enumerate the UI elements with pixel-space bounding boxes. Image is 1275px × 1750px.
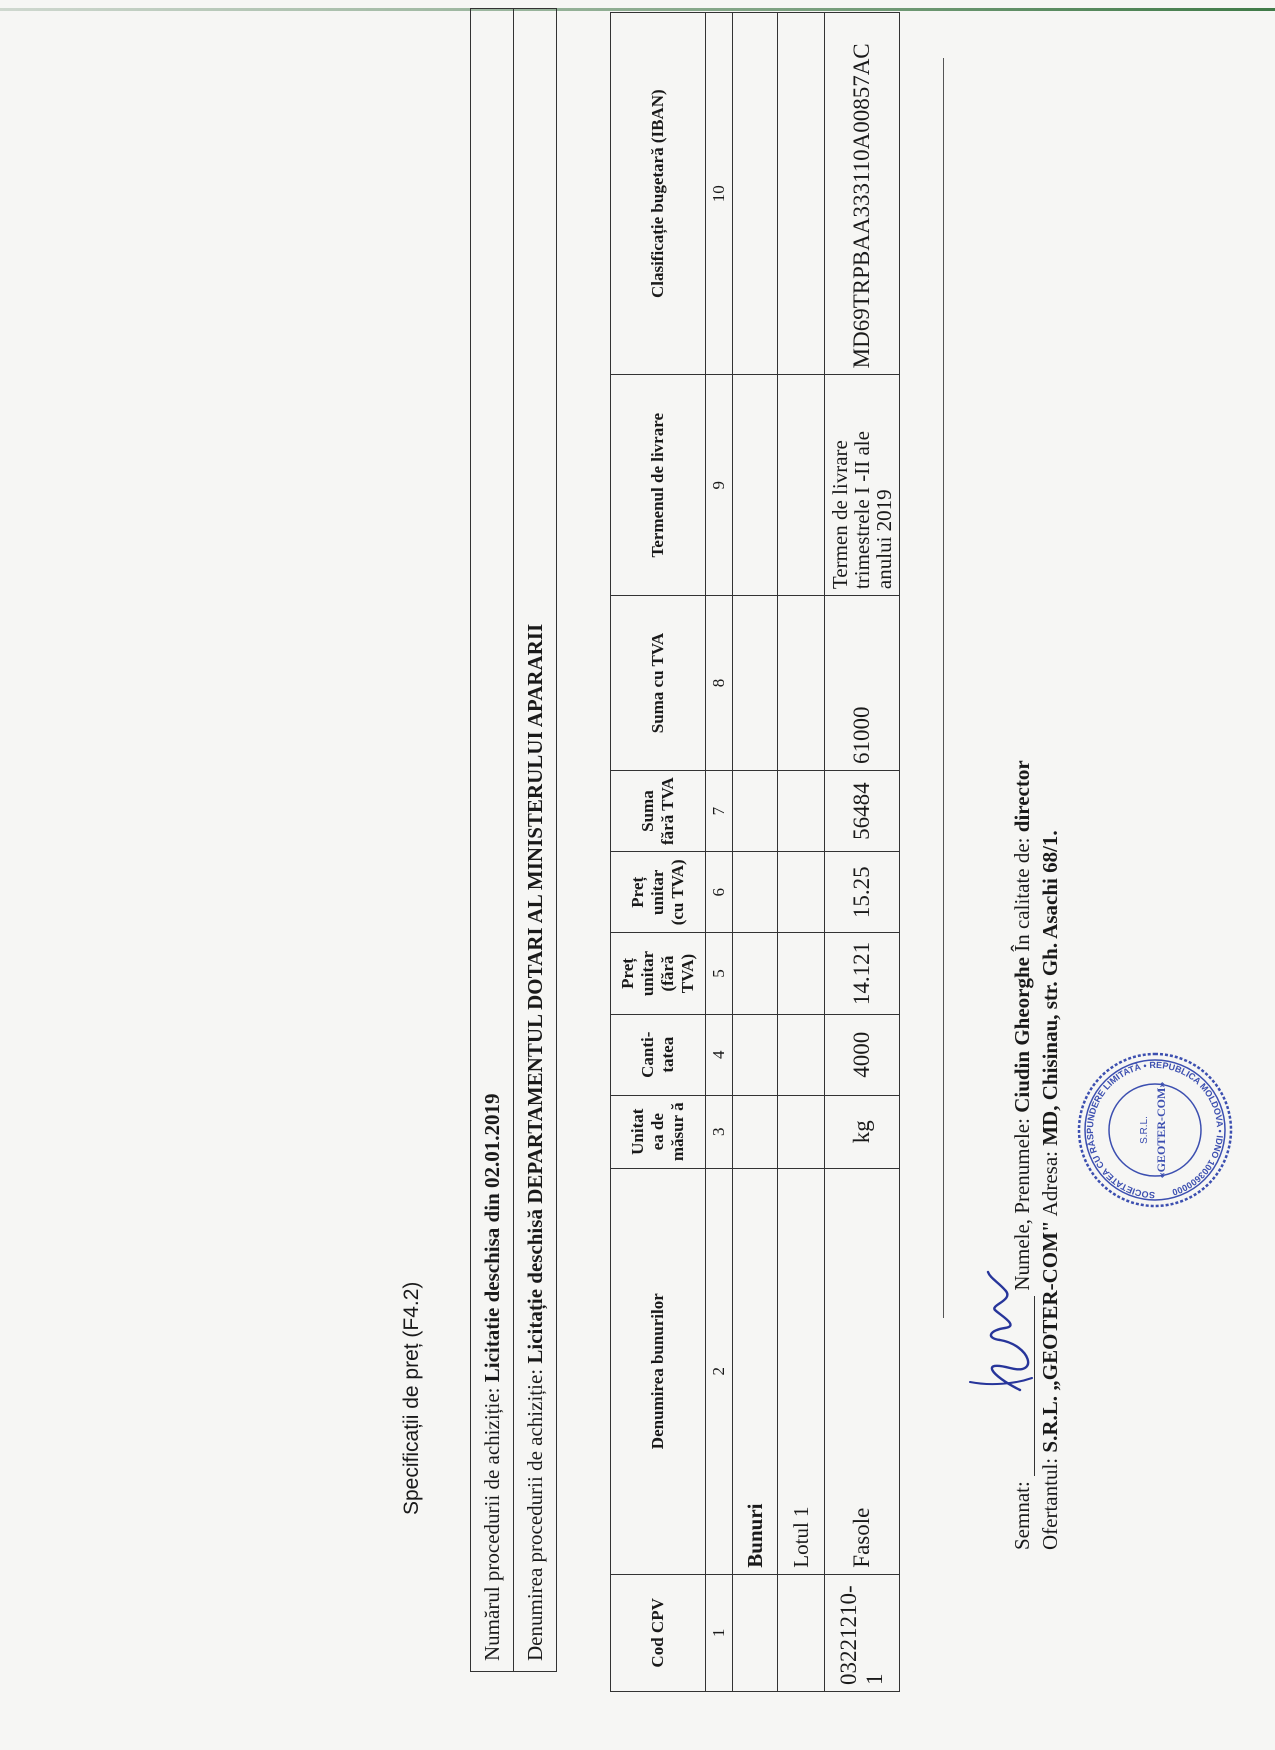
cell-cod-cpv: 03221210-1 — [825, 1574, 900, 1691]
price-specification-table — [610, 12, 900, 1692]
procedure-name-label: Denumirea procedurii de achiziție: — [523, 1363, 547, 1661]
header-suma-cu-tva: Suma cu TVA — [611, 596, 706, 771]
ofertant-line — [1038, 830, 1063, 1550]
header-clasificatie: Clasificație bugetară (IBAN) — [611, 13, 706, 375]
header-denumirea: Denumirea bunurilor — [611, 1168, 706, 1574]
procedure-number-value: Licitatie deschisa din 02.01.2019 — [480, 1093, 504, 1383]
header-unitatea: Unitat ea de măsur ă — [611, 1095, 706, 1168]
header-cantitatea: Canti- tatea — [611, 1014, 706, 1095]
procedure-name-row — [513, 9, 556, 1671]
section-label: Bunuri — [733, 1168, 778, 1574]
section-spacer — [733, 375, 778, 596]
cell-termenul: Termen de livrare trimestrele I -II ale anului 2019 — [825, 375, 900, 596]
cell-denumirea: Fasole — [825, 1168, 900, 1574]
cell-pret-fara-tva: 14.121 — [825, 933, 900, 1014]
lot-spacer — [778, 1014, 825, 1095]
cell-cantitatea: 4000 — [825, 1014, 900, 1095]
column-number: 2 — [706, 1168, 733, 1574]
procedure-info-box — [470, 8, 557, 1672]
cell-clasificatie: MD69TRPBAA333110A00857AC — [825, 13, 900, 375]
column-number: 4 — [706, 1014, 733, 1095]
column-number: 3 — [706, 1095, 733, 1168]
column-number: 9 — [706, 375, 733, 596]
column-number: 1 — [706, 1574, 733, 1691]
stamp-center-text: «GEOTER-COM» — [1154, 1081, 1168, 1179]
name-value: Ciudin Gheorghe — [1010, 957, 1034, 1113]
header-cod-cpv: Cod CPV — [611, 1574, 706, 1691]
section-spacer — [733, 770, 778, 851]
table-row — [825, 13, 900, 1692]
address-label: Adresa: — [1038, 1145, 1062, 1221]
lot-spacer — [778, 13, 825, 375]
column-number: 6 — [706, 852, 733, 933]
column-number: 10 — [706, 13, 733, 375]
procedure-number-row — [471, 9, 513, 1671]
semnat-label: Semnat: — [1010, 1481, 1034, 1550]
ofertant-value: S.R.L. „GEOTER-COM" — [1038, 1220, 1062, 1453]
column-number: 5 — [706, 933, 733, 1014]
section-spacer — [733, 1574, 778, 1691]
cell-unitatea: kg — [825, 1095, 900, 1168]
column-number: 8 — [706, 596, 733, 771]
signature-line — [1010, 760, 1035, 1550]
header-pret-fara-tva: Preț unitar (fără TVA) — [611, 933, 706, 1014]
column-number: 7 — [706, 770, 733, 851]
role-label: În calitate de: — [1010, 832, 1034, 958]
table-header-row — [611, 13, 706, 1692]
cell-suma-cu-tva: 61000 — [825, 596, 900, 771]
address-value: MD, Chisinau, str. Gh. Asachi 68/1. — [1038, 830, 1062, 1146]
company-stamp-seal — [1075, 1050, 1235, 1210]
lot-label: Lotul 1 — [778, 1168, 825, 1574]
section-spacer — [733, 1095, 778, 1168]
lot-spacer — [778, 375, 825, 596]
section-spacer — [733, 596, 778, 771]
stamp-ring-text: SOCIETATEA CU RĂSPUNDERE LIMITATĂ • REPUBLICA MOLDOVA • IDNO 1003600000 — [1084, 1059, 1226, 1201]
signature-blank — [1016, 1296, 1035, 1476]
section-spacer — [733, 13, 778, 375]
procedure-number-label: Numărul procedurii de achiziție: — [480, 1382, 504, 1661]
stamp-top-text: S.R.L. — [1139, 1116, 1150, 1144]
header-suma-fara-tva: Suma fără TVA — [611, 770, 706, 851]
section-spacer — [733, 1014, 778, 1095]
cell-pret-cu-tva: 15.25 — [825, 852, 900, 933]
name-label: Numele, Prenumele: — [1010, 1112, 1034, 1291]
header-pret-cu-tva: Preț unitar (cu TVA) — [611, 852, 706, 933]
header-termenul: Termenul de livrare — [611, 375, 706, 596]
procedure-name-value: Licitație deschisă DEPARTAMENTUL DOTARI AL MINISTERULUI APARARII — [523, 623, 547, 1364]
column-number-row — [706, 13, 733, 1692]
lot-spacer — [778, 770, 825, 851]
cell-suma-fara-tva: 56484 — [825, 770, 900, 851]
lot-spacer — [778, 1095, 825, 1168]
page-title: Specificații de preț (F4.2) — [400, 1281, 423, 1515]
lot-row — [778, 13, 825, 1692]
lot-spacer — [778, 852, 825, 933]
role-value: director — [1010, 760, 1034, 833]
section-spacer — [733, 852, 778, 933]
lot-spacer — [778, 933, 825, 1014]
ofertant-label: Ofertantul: — [1038, 1452, 1062, 1550]
section-row — [733, 13, 778, 1692]
section-spacer — [733, 933, 778, 1014]
lot-spacer — [778, 1574, 825, 1691]
lot-spacer — [778, 596, 825, 771]
